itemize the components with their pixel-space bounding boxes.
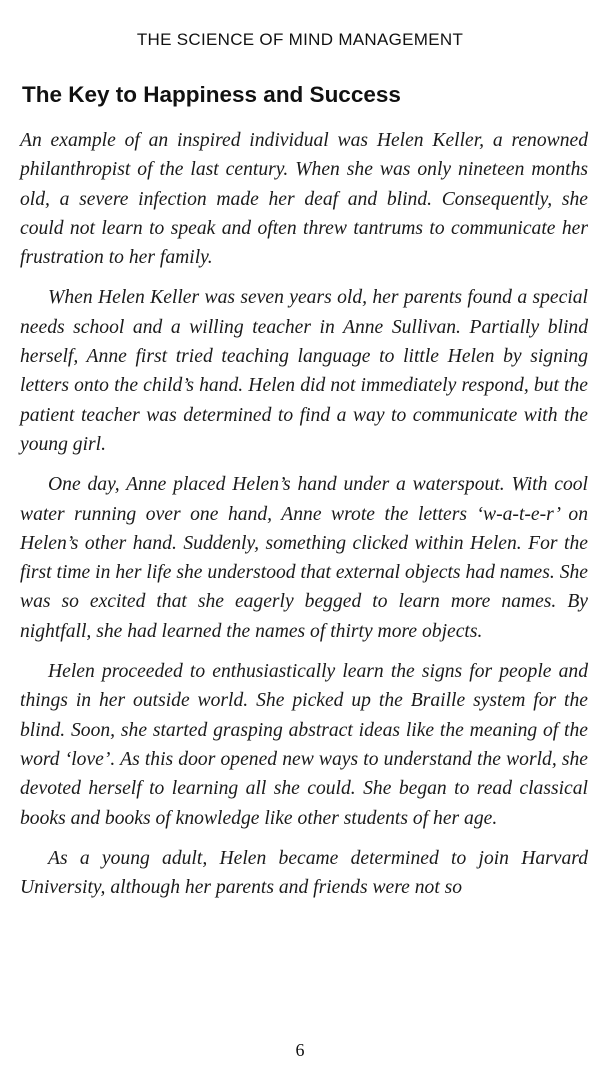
paragraph-1: An example of an inspired individual was Helen Keller, a renowned philanthropist of the last century. When she was only nineteen months old, a severe infection made her deaf and blind. Consequently, she could not learn to speak and often threw tantrums to communicate her frustration to her family. [20, 130, 588, 269]
body-text [20, 126, 588, 913]
paragraph-4: Helen proceeded to enthusiastically learn the signs for people and things in her outside world. She picked up the Braille system for the blind. Soon, she started grasping abstract ideas like the meaning of the word ‘love’. As this door opened new ways to understand the world, she devoted herself to learning all she could. She began to read classical books and books of knowledge like other students of her age. [20, 661, 588, 829]
paragraph-3: One day, Anne placed Helen’s hand under a waterspout. With cool water running over one hand, Anne wrote the letters ‘w-a-t-e-r’ on Helen’s other hand. Suddenly, something clicked within Helen. For the first time in her life she understood that external objects had names. She was so excited that she eagerly begged to learn more names. By nightfall, she had learned the names of thirty more objects. [20, 474, 588, 642]
page-number: 6 [295, 1040, 305, 1060]
paragraph-5: As a young adult, Helen became determined to join Harvard University, although her parents and friends were not so [20, 847, 588, 899]
running-header: THE SCIENCE OF MIND MANAGEMENT [136, 30, 464, 49]
paragraph-2: When Helen Keller was seven years old, her parents found a special needs school and a willing teacher in Anne Sullivan. Partially blind herself, Anne first tried teaching language to little Helen by signing letters onto the child’s hand. Helen did not immediately respond, but the patient teacher was determined to find a way to communicate with the young girl. [20, 287, 588, 455]
section-heading: The Key to Happiness and Success [22, 82, 401, 107]
